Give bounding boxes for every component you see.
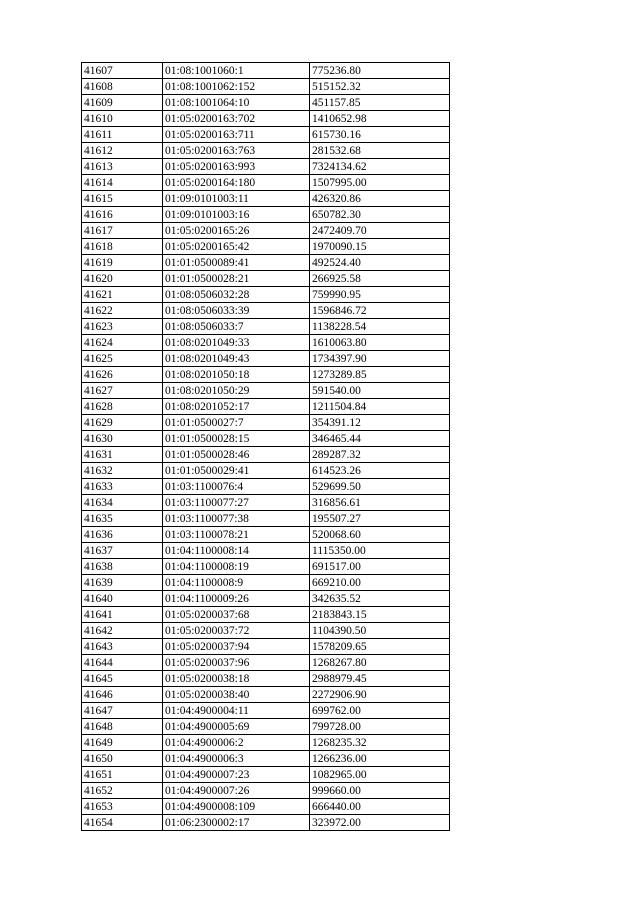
value-cell: 1115350.00 [310,543,450,559]
cadastral-number-cell: 01:04:4900007:26 [163,783,310,799]
value-cell: 1410652.98 [310,111,450,127]
table-row [82,127,450,143]
value-cell: 2988979.45 [310,671,450,687]
cadastral-number-cell: 01:08:0201049:33 [163,335,310,351]
cadastral-number-cell: 01:08:0506032:28 [163,287,310,303]
table-row [82,95,450,111]
cadastral-number-cell: 01:04:4900006:2 [163,735,310,751]
table-row [82,191,450,207]
value-cell: 1578209.65 [310,639,450,655]
row-number-cell: 41611 [82,127,163,143]
table-row [82,815,450,831]
table-row [82,303,450,319]
value-cell: 323972.00 [310,815,450,831]
cadastral-number-cell: 01:01:0500028:21 [163,271,310,287]
value-cell: 1211504.84 [310,399,450,415]
row-number-cell: 41612 [82,143,163,159]
value-cell: 520068.60 [310,527,450,543]
row-number-cell: 41651 [82,767,163,783]
value-cell: 2183843.15 [310,607,450,623]
value-cell: 699762.00 [310,703,450,719]
row-number-cell: 41620 [82,271,163,287]
value-cell: 266925.58 [310,271,450,287]
cadastral-number-cell: 01:04:1100008:14 [163,543,310,559]
row-number-cell: 41622 [82,303,163,319]
cadastral-number-cell: 01:04:4900007:23 [163,767,310,783]
value-cell: 1104390.50 [310,623,450,639]
value-cell: 529699.50 [310,479,450,495]
value-cell: 1266236.00 [310,751,450,767]
row-number-cell: 41613 [82,159,163,175]
value-cell: 354391.12 [310,415,450,431]
value-cell: 691517.00 [310,559,450,575]
table-body [82,63,450,831]
value-cell: 515152.32 [310,79,450,95]
cadastral-number-cell: 01:03:1100077:38 [163,511,310,527]
cadastral-number-cell: 01:03:1100076:4 [163,479,310,495]
cadastral-number-cell: 01:05:0200163:763 [163,143,310,159]
cadastral-number-cell: 01:05:0200038:18 [163,671,310,687]
row-number-cell: 41621 [82,287,163,303]
table-row [82,511,450,527]
row-number-cell: 41617 [82,223,163,239]
cadastral-number-cell: 01:09:0101003:16 [163,207,310,223]
table-row [82,399,450,415]
table-row [82,543,450,559]
cadastral-number-cell: 01:01:0500028:46 [163,447,310,463]
table-row [82,799,450,815]
table-row [82,783,450,799]
table-row [82,751,450,767]
cadastral-number-cell: 01:01:0500028:15 [163,431,310,447]
value-cell: 614523.26 [310,463,450,479]
table-row [82,495,450,511]
table-row [82,463,450,479]
row-number-cell: 41628 [82,399,163,415]
value-cell: 1268235.32 [310,735,450,751]
cadastral-number-cell: 01:03:1100077:27 [163,495,310,511]
cadastral-number-cell: 01:04:4900006:3 [163,751,310,767]
row-number-cell: 41607 [82,63,163,79]
cadastral-number-cell: 01:05:0200037:96 [163,655,310,671]
value-cell: 666440.00 [310,799,450,815]
row-number-cell: 41649 [82,735,163,751]
value-cell: 1734397.90 [310,351,450,367]
cadastral-number-cell: 01:01:0500029:41 [163,463,310,479]
row-number-cell: 41644 [82,655,163,671]
table-row [82,319,450,335]
value-cell: 316856.61 [310,495,450,511]
value-cell: 799728.00 [310,719,450,735]
cadastral-number-cell: 01:08:0506033:7 [163,319,310,335]
row-number-cell: 41652 [82,783,163,799]
cadastral-number-cell: 01:08:0506033:39 [163,303,310,319]
cadastral-number-cell: 01:08:1001064:10 [163,95,310,111]
value-cell: 195507.27 [310,511,450,527]
row-number-cell: 41634 [82,495,163,511]
table-row [82,431,450,447]
cadastral-number-cell: 01:08:0201050:29 [163,383,310,399]
value-cell: 1507995.00 [310,175,450,191]
table-row [82,687,450,703]
row-number-cell: 41608 [82,79,163,95]
table-row [82,735,450,751]
value-cell: 1138228.54 [310,319,450,335]
row-number-cell: 41615 [82,191,163,207]
value-cell: 1082965.00 [310,767,450,783]
value-cell: 1596846.72 [310,303,450,319]
value-cell: 775236.80 [310,63,450,79]
table-row [82,607,450,623]
row-number-cell: 41641 [82,607,163,623]
row-number-cell: 41627 [82,383,163,399]
row-number-cell: 41632 [82,463,163,479]
cadastral-number-cell: 01:01:0500027:7 [163,415,310,431]
row-number-cell: 41610 [82,111,163,127]
row-number-cell: 41618 [82,239,163,255]
row-number-cell: 41609 [82,95,163,111]
cadastral-number-cell: 01:05:0200037:94 [163,639,310,655]
row-number-cell: 41633 [82,479,163,495]
cadastral-number-cell: 01:08:1001060:1 [163,63,310,79]
cadastral-number-cell: 01:05:0200164:180 [163,175,310,191]
cadastral-number-cell: 01:03:1100078:21 [163,527,310,543]
row-number-cell: 41638 [82,559,163,575]
cadastral-number-cell: 01:04:4900005:69 [163,719,310,735]
table-row [82,63,450,79]
row-number-cell: 41625 [82,351,163,367]
table-row [82,207,450,223]
cadastral-number-cell: 01:04:4900008:109 [163,799,310,815]
table-row [82,367,450,383]
cadastral-number-cell: 01:05:0200037:68 [163,607,310,623]
row-number-cell: 41647 [82,703,163,719]
cadastral-number-cell: 01:05:0200163:702 [163,111,310,127]
row-number-cell: 41637 [82,543,163,559]
cadastral-number-cell: 01:05:0200037:72 [163,623,310,639]
cadastral-number-cell: 01:09:0101003:11 [163,191,310,207]
table-row [82,623,450,639]
row-number-cell: 41619 [82,255,163,271]
data-table [81,62,450,831]
cadastral-number-cell: 01:05:0200038:40 [163,687,310,703]
table-row [82,447,450,463]
table-row [82,351,450,367]
value-cell: 1268267.80 [310,655,450,671]
cadastral-number-cell: 01:05:0200163:711 [163,127,310,143]
row-number-cell: 41635 [82,511,163,527]
row-number-cell: 41626 [82,367,163,383]
row-number-cell: 41643 [82,639,163,655]
table-row [82,527,450,543]
cadastral-number-cell: 01:08:1001062:152 [163,79,310,95]
table-row [82,143,450,159]
value-cell: 289287.32 [310,447,450,463]
cadastral-number-cell: 01:05:0200163:993 [163,159,310,175]
value-cell: 492524.40 [310,255,450,271]
table-row [82,383,450,399]
value-cell: 2472409.70 [310,223,450,239]
row-number-cell: 41650 [82,751,163,767]
table-row [82,255,450,271]
table-row [82,159,450,175]
table-row [82,223,450,239]
value-cell: 346465.44 [310,431,450,447]
cadastral-number-cell: 01:08:0201052:17 [163,399,310,415]
value-cell: 999660.00 [310,783,450,799]
table-row [82,175,450,191]
table-row [82,111,450,127]
row-number-cell: 41639 [82,575,163,591]
value-cell: 1610063.80 [310,335,450,351]
value-cell: 342635.52 [310,591,450,607]
value-cell: 2272906.90 [310,687,450,703]
table-row [82,335,450,351]
row-number-cell: 41631 [82,447,163,463]
value-cell: 1970090.15 [310,239,450,255]
cadastral-number-cell: 01:08:0201049:43 [163,351,310,367]
table-row [82,639,450,655]
table-row [82,655,450,671]
row-number-cell: 41629 [82,415,163,431]
row-number-cell: 41640 [82,591,163,607]
row-number-cell: 41654 [82,815,163,831]
table-row [82,271,450,287]
cadastral-number-cell: 01:05:0200165:42 [163,239,310,255]
row-number-cell: 41648 [82,719,163,735]
value-cell: 759990.95 [310,287,450,303]
row-number-cell: 41616 [82,207,163,223]
value-cell: 281532.68 [310,143,450,159]
row-number-cell: 41636 [82,527,163,543]
value-cell: 426320.86 [310,191,450,207]
table-row [82,591,450,607]
value-cell: 669210.00 [310,575,450,591]
table-row [82,287,450,303]
table-row [82,719,450,735]
row-number-cell: 41623 [82,319,163,335]
row-number-cell: 41614 [82,175,163,191]
cadastral-number-cell: 01:01:0500089:41 [163,255,310,271]
value-cell: 1273289.85 [310,367,450,383]
row-number-cell: 41645 [82,671,163,687]
cadastral-number-cell: 01:05:0200165:26 [163,223,310,239]
table-row [82,575,450,591]
value-cell: 650782.30 [310,207,450,223]
table-row [82,767,450,783]
cadastral-number-cell: 01:04:1100008:9 [163,575,310,591]
row-number-cell: 41653 [82,799,163,815]
cadastral-number-cell: 01:04:1100008:19 [163,559,310,575]
cadastral-number-cell: 01:08:0201050:18 [163,367,310,383]
table-row [82,671,450,687]
cadastral-number-cell: 01:04:4900004:11 [163,703,310,719]
table-row [82,559,450,575]
value-cell: 615730.16 [310,127,450,143]
table-row [82,79,450,95]
table-row [82,415,450,431]
value-cell: 7324134.62 [310,159,450,175]
row-number-cell: 41642 [82,623,163,639]
row-number-cell: 41630 [82,431,163,447]
value-cell: 591540.00 [310,383,450,399]
cadastral-number-cell: 01:04:1100009:26 [163,591,310,607]
table-row [82,479,450,495]
row-number-cell: 41646 [82,687,163,703]
row-number-cell: 41624 [82,335,163,351]
cadastral-number-cell: 01:06:2300002:17 [163,815,310,831]
table-row [82,703,450,719]
table-row [82,239,450,255]
value-cell: 451157.85 [310,95,450,111]
